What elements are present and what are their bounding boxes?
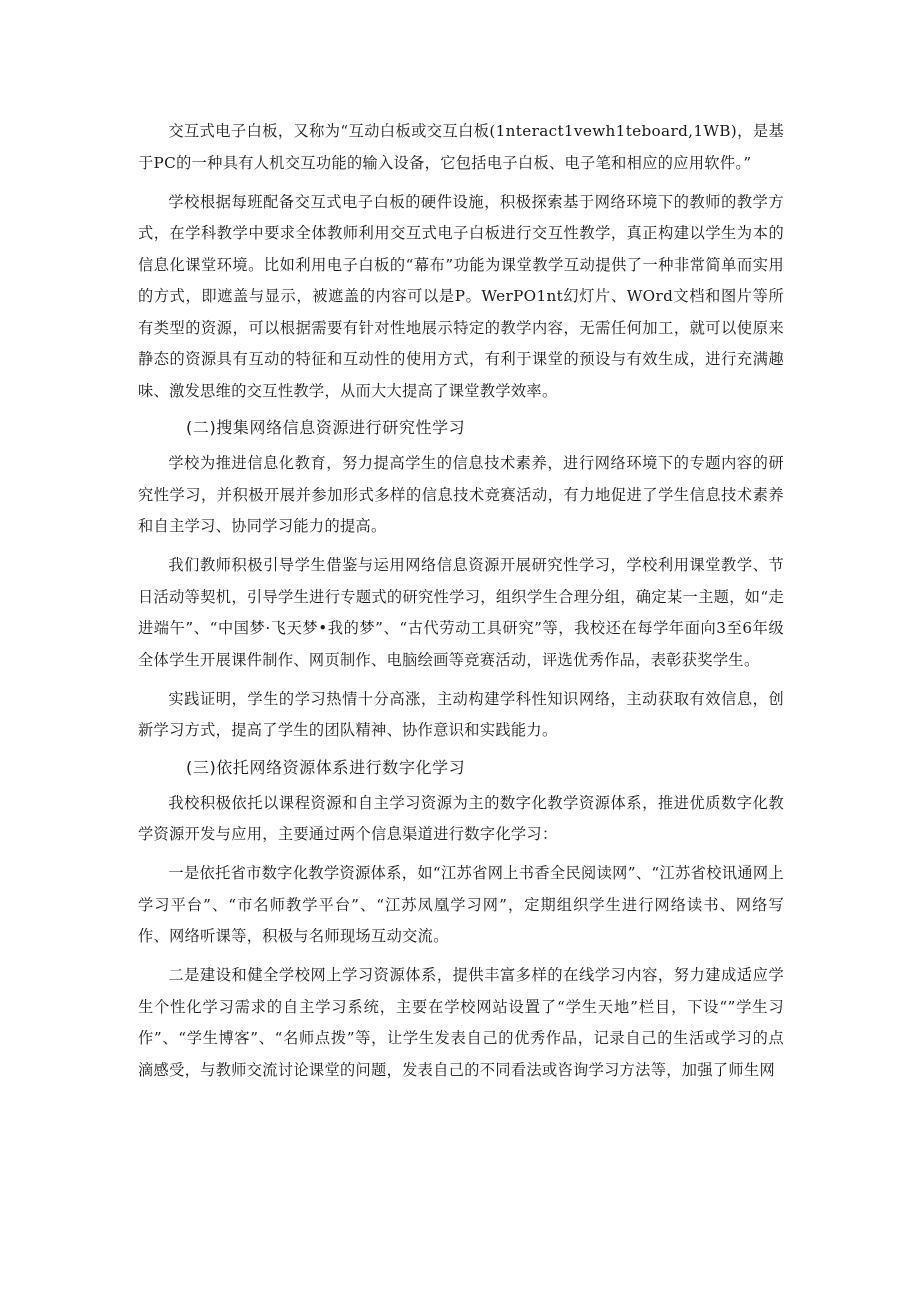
paragraph-teacher-guidance: 我们教师积极引导学生借鉴与运用网络信息资源开展研究性学习，学校利用课堂教学、节日活动等契机，引导学生进行专题式的研究性学习，组织学生合理分组，确定某一主题，如“走进端午”、“中国梦·飞天梦•我的梦”、“古代劳动工具研究”等，我校还在每学年面向3至6年级全体学生开展课件制作、网页制作、电脑绘画等竞赛活动，评选优秀作品，表彰获奖学生。 [138,556,784,669]
section-heading-research-learning: (二)搜集网络信息资源进行研究性学习 [186,418,466,437]
paragraph-whiteboard-teaching: 学校根据每班配备交互式电子白板的硬件设施，积极探索基于网络环境下的教师的教学方式，在学科教学中要求全体教师利用交互式电子白板进行交互性教学，真正构建以学生为本的信息化课堂环境。比如利用电子白板的“幕布”功能为课堂教学互动提供了一种非常简单而实用的方式，即遮盖与显示，被遮盖的内容可以是P。WerPO1nt幻灯片、WOrd文档和图片等所有类型的资源，可以根据需要有针对性地展示特定的教学内容，无需任何加工，就可以使原来静态的资源具有互动的特征和互动性的使用方式，有利于课堂的预设与有效生成，进行充满趣味、激发思维的交互性教学，从而大大提高了课堂教学效率。 [138,192,784,400]
paragraph-research-learning-intro: 学校为推进信息化教育，努力提高学生的信息技术素养，进行网络环境下的专题内容的研究性学习，并积极开展并参加形式多样的信息技术竞赛活动，有力地促进了学生信息技术素养和自主学习、协同学习能力的提高。 [138,454,784,535]
paragraph-school-platform: 二是建设和健全学校网上学习资源体系，提供丰富多样的在线学习内容，努力建成适应学生个性化学习需求的自主学习系统，主要在学校网站设置了“学生天地”栏目，下设“”学生习作”、“学生博客”、“名师点拨”等，让学生发表自己的优秀作品，记录自己的生活或学习的点滴感受，与教师交流讨论课堂的问题，发表自己的不同看法或咨询学习方法等，加强了师生网 [138,966,784,1079]
paragraph-digital-resources-intro: 我校积极依托以课程资源和自主学习资源为主的数字化教学资源体系，推进优质数字化教学资源开发与应用，主要通过两个信息渠道进行数字化学习： [138,793,784,843]
document-page [138,116,784,1086]
section-heading-digital-learning: (三)依托网络资源体系进行数字化学习 [186,757,466,777]
paragraph-interactive-whiteboard-definition: 交互式电子白板，又称为“互动白板或交互白板(1nteract1vewh1teboard,1WB)，是基于PC的一种具有人机交互功能的输入设备，它包括电子白板、电子笔和相应的应用软件。” [138,122,784,172]
paragraph-practice-proof: 实践证明，学生的学习热情十分高涨，主动构建学科性知识网络，主动获取有效信息，创新学习方式，提高了学生的团队精神、协作意识和实践能力。 [138,689,784,739]
paragraph-provincial-platforms: 一是依托省市数字化教学资源体系，如“江苏省网上书香全民阅读网”、“江苏省校讯通网上学习平台”、“市名师教学平台”、“江苏凤凰学习网”，定期组织学生进行网络读书、网络写作、网络听课等，积极与名师现场互动交流。 [138,864,784,945]
